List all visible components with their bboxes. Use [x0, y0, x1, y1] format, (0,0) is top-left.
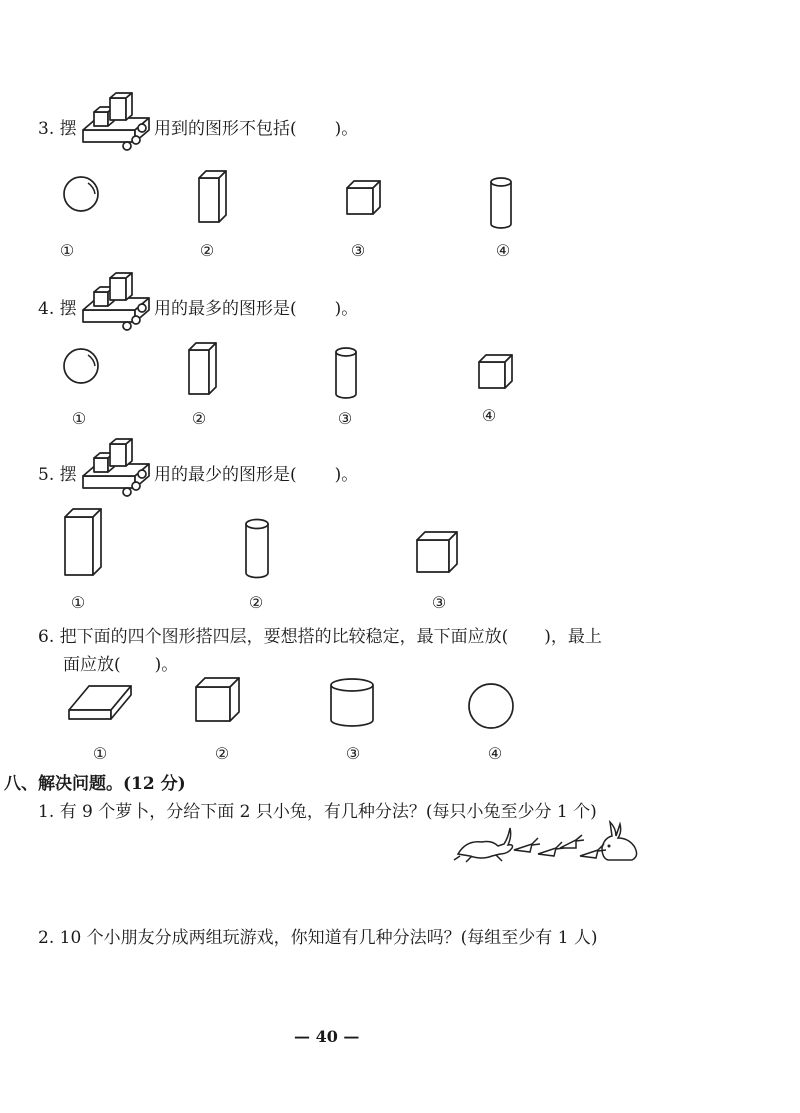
rabbits-carrots-illustration-icon	[452, 818, 642, 864]
cylinder-icon	[488, 176, 516, 232]
tall-cuboid-icon	[62, 506, 106, 580]
q6-line1	[38, 622, 602, 647]
train-figure-icon	[80, 268, 152, 340]
cube-icon	[414, 528, 462, 576]
cube-icon	[476, 352, 516, 394]
q6-text-2: 面应放(	[63, 655, 121, 675]
q3-option-4[interactable]: ④	[495, 241, 511, 260]
train-figure-icon	[80, 434, 152, 506]
cylinder-icon	[243, 517, 273, 581]
q3-close: )。	[334, 119, 359, 139]
q3-option-3[interactable]: ③	[350, 241, 366, 260]
q6-option-4[interactable]: ④	[487, 744, 503, 763]
q6-text-1-end: )，最上	[544, 627, 602, 647]
q3-text: 用到的图形不包括(	[154, 119, 297, 139]
sphere-icon	[62, 347, 102, 387]
sphere-icon	[467, 682, 519, 734]
q6-text-2-end: )。	[154, 655, 179, 675]
q6-text-1: 把下面的四个图形搭四层，要想搭的比较稳定，最下面应放(	[59, 627, 509, 647]
q5-stem	[38, 460, 77, 485]
q4-close: )。	[334, 299, 359, 319]
page-number: — 40 —	[294, 1027, 360, 1046]
tall-cuboid-icon	[196, 168, 232, 226]
q4-stem	[38, 294, 77, 319]
q3-number: 3.	[38, 119, 55, 139]
q3-stem	[38, 114, 77, 139]
q4-option-1[interactable]: ①	[71, 409, 87, 428]
q5-number: 5.	[38, 465, 55, 485]
cube-icon	[193, 675, 245, 727]
q5-option-3[interactable]: ③	[431, 593, 447, 612]
q4-question	[154, 294, 358, 319]
q4-option-2[interactable]: ②	[191, 409, 207, 428]
section-8-title: 八、解决问题。(12 分)	[4, 774, 186, 794]
q5-prefix: 摆	[59, 465, 77, 485]
q3-question	[154, 114, 358, 139]
cylinder-icon	[333, 346, 361, 402]
problem-1: 1. 有 9 个萝卜，分给下面 2 只小兔，有几种分法？(每只小兔至少分 1 个)	[38, 802, 597, 822]
q5-question	[154, 460, 358, 485]
q4-number: 4.	[38, 299, 55, 319]
q4-prefix: 摆	[59, 299, 77, 319]
q4-option-4[interactable]: ④	[481, 406, 497, 425]
q6-number: 6.	[38, 627, 55, 647]
sphere-icon	[62, 175, 102, 215]
cube-icon	[344, 178, 384, 220]
q5-text: 用的最少的图形是(	[154, 465, 297, 485]
flat-cuboid-icon	[66, 680, 136, 724]
q3-prefix: 摆	[59, 119, 77, 139]
q5-option-1[interactable]: ①	[70, 593, 86, 612]
q6-line2	[63, 650, 178, 675]
q6-option-2[interactable]: ②	[214, 744, 230, 763]
q3-option-1[interactable]: ①	[59, 241, 75, 260]
q6-option-3[interactable]: ③	[345, 744, 361, 763]
q3-option-2[interactable]: ②	[199, 241, 215, 260]
q5-option-2[interactable]: ②	[248, 593, 264, 612]
q4-text: 用的最多的图形是(	[154, 299, 297, 319]
train-figure-icon	[80, 88, 152, 160]
q6-option-1[interactable]: ①	[92, 744, 108, 763]
short-cylinder-icon	[328, 677, 378, 731]
q5-close: )。	[334, 465, 359, 485]
problem-2: 2. 10 个小朋友分成两组玩游戏，你知道有几种分法吗？(每组至少有 1 人)	[38, 928, 598, 948]
q4-option-3[interactable]: ③	[337, 409, 353, 428]
tall-cuboid-icon	[186, 340, 222, 398]
